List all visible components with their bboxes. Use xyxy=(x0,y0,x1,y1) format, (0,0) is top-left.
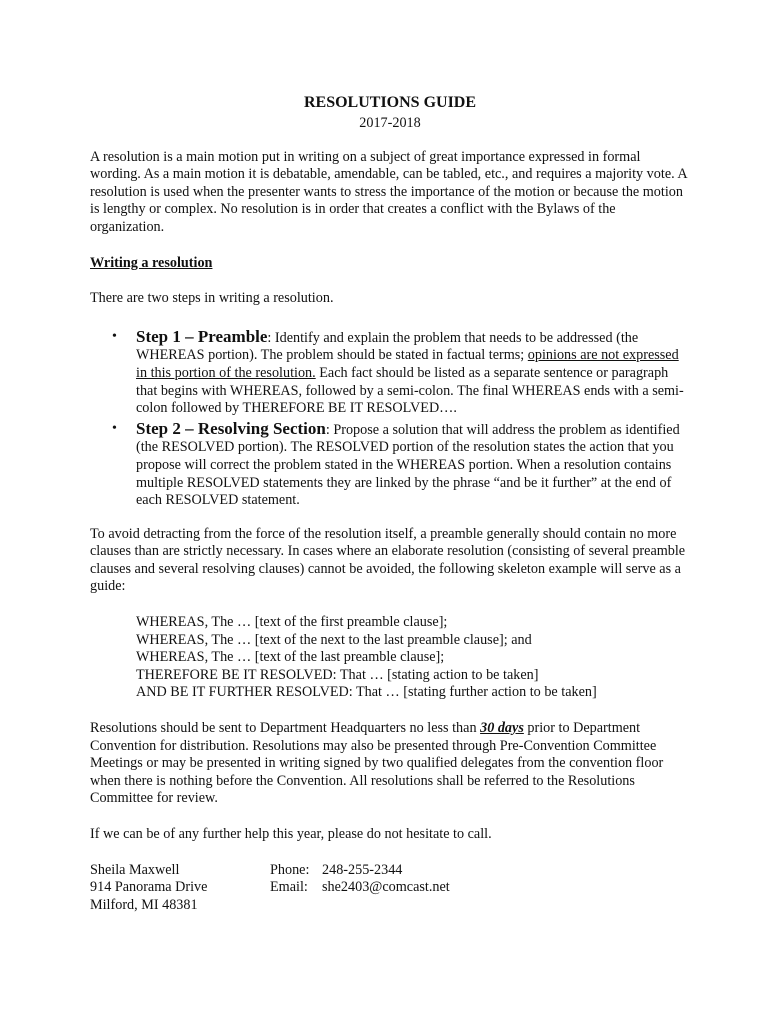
submission-text-continued: prior to Department Convention for distribution. Resolutions may also be presented through Pre-Convention Committee Meetings or may be presented in writing signed by two qualified delegates from the convention floor when there is nothing before the Convention. All resolutions shall be referred to the Resolutions Committee for review. xyxy=(90,720,664,807)
phone-label: Phone: xyxy=(270,861,310,878)
document-year: 2017-2018 xyxy=(359,115,421,131)
submission-text: Resolutions should be sent to Department Headquarters no less than xyxy=(90,720,481,737)
contact-name: Sheila Maxwell xyxy=(90,861,180,878)
email-address: she2403@comcast.net xyxy=(322,879,450,896)
steps-list xyxy=(90,328,690,510)
contact-block xyxy=(90,862,690,915)
skeleton-line-4: THEREFORE BE IT RESOLVED: That … [stating action to be taken] xyxy=(136,666,539,683)
list-item-step-1 xyxy=(90,328,690,418)
step-1-label: Step 1 – Preamble xyxy=(136,326,268,346)
step-2-text: : Propose a solution that will address the problem as identified (the RESOLVED portion). The RESOLVED portion of the resolution states the action that you propose will correct the problem stated in the WHEREAS portion. When a resolution contains multiple RESOLVED statements they are linked by the phrase “and be it further” at the end of each RESOLVED statement. xyxy=(136,421,680,509)
contact-city: Milford, MI 48381 xyxy=(90,896,198,913)
skeleton-example xyxy=(136,614,690,702)
steps-intro-paragraph: There are two steps in writing a resolution. xyxy=(90,290,334,307)
skeleton-line-3: WHEREAS, The … [text of the last preamble clause]; xyxy=(136,649,445,666)
submission-paragraph xyxy=(90,720,690,808)
step-1-text: : Identify and explain the problem that needs to be addressed (the WHEREAS portion). The problem should be stated in factual terms; xyxy=(136,329,639,364)
phone-line xyxy=(270,862,570,880)
document-page xyxy=(90,93,690,914)
phone-number: 248-255-2344 xyxy=(322,861,403,878)
bullet-icon: • xyxy=(112,420,117,436)
contact-street: 914 Panorama Drive xyxy=(90,879,208,896)
step-2-label: Step 2 – Resolving Section xyxy=(136,418,326,438)
document-title: RESOLUTIONS GUIDE xyxy=(303,94,477,111)
step-1-underlined-text: opinions are not expressed in this portion of the resolution. xyxy=(136,347,679,381)
address-block xyxy=(90,862,270,915)
help-paragraph: If we can be of any further help this year, please do not hesitate to call. xyxy=(90,826,492,842)
submission-deadline: 30 days xyxy=(480,720,524,737)
intro-paragraph: A resolution is a main motion put in writing on a subject of great importance expressed in formal wording. As a main motion it is debatable, amendable, can be tabled, etc., and requires a majority vote. A resolution is used when the presenter wants to stress the importance of the motion or because the motion is lengthy or complex. No resolution is in order that creates a conflict with the Bylaws of the organization. xyxy=(90,148,687,235)
email-line xyxy=(270,879,570,897)
skeleton-line-2: WHEREAS, The … [text of the next to the last preamble clause]; and xyxy=(136,631,532,648)
list-item-step-2 xyxy=(90,420,690,510)
contact-details xyxy=(270,862,570,915)
bullet-icon: • xyxy=(112,328,117,344)
email-label: Email: xyxy=(270,879,308,896)
skeleton-line-5: AND BE IT FURTHER RESOLVED: That … [stating further action to be taken] xyxy=(136,684,597,701)
step-1-text-continued: Each fact should be listed as a separate sentence or paragraph that begins with WHEREAS, followed by a semi-colon. The final WHEREAS ends with a semi-colon followed by THEREFORE BE IT RESOLVED…. xyxy=(136,364,684,417)
preamble-note-paragraph: To avoid detracting from the force of the resolution itself, a preamble generally should contain no more clauses than are strictly necessary. In cases where an elaborate resolution (consisting of several preamble clauses and several resolving clauses) cannot be avoided, the following skeleton example will serve as a guide: xyxy=(90,525,686,595)
skeleton-line-1: WHEREAS, The … [text of the first preamble clause]; xyxy=(136,614,448,631)
section-heading-writing: Writing a resolution xyxy=(90,254,213,271)
